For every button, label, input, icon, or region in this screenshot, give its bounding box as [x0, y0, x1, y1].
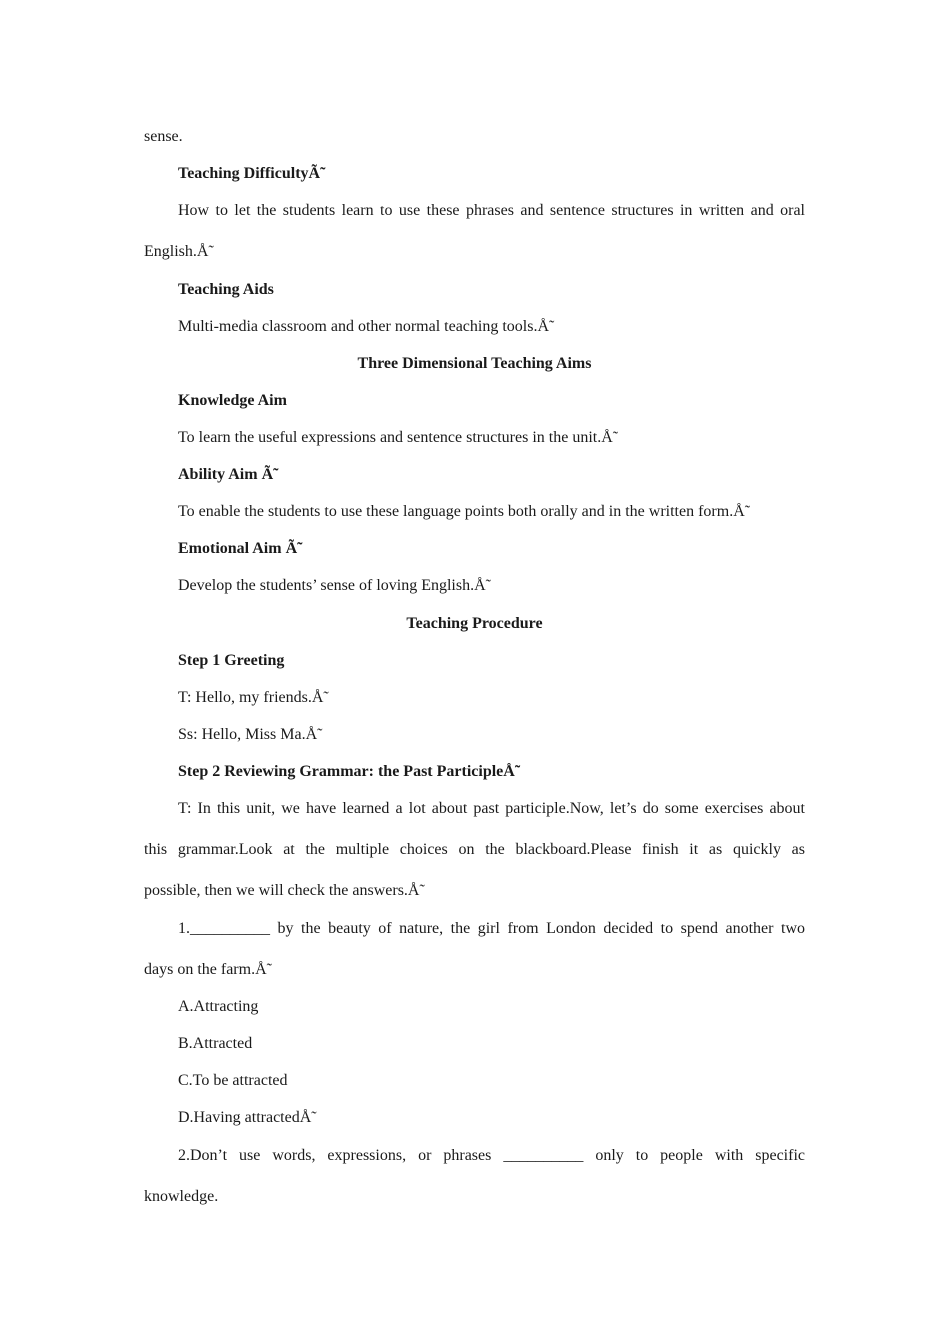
- text-line: To learn the useful expressions and sentence structures in the unit.Å̃: [178, 429, 613, 446]
- option-b: B.Attracted: [178, 1035, 253, 1052]
- section-title-teaching-aims: Three Dimensional Teaching Aims: [357, 355, 592, 372]
- dialogue-line: T: Hello, my friends.Å̃: [178, 689, 324, 706]
- text-line: knowledge.: [144, 1188, 219, 1205]
- section-heading-step-1: Step 1 Greeting: [178, 652, 285, 669]
- text-line: Multi-media classroom and other normal teaching tools.Å̃: [178, 318, 550, 335]
- section-heading-teaching-difficulty: Teaching DifficultyÃ̃: [178, 165, 321, 182]
- text-line: How to let the students learn to use these phrases and sentence structures in written and oral: [178, 202, 805, 219]
- question-1: 1.__________ by the beauty of nature, the girl from London decided to spend another two: [178, 920, 805, 937]
- section-heading-teaching-aids: Teaching Aids: [178, 281, 274, 298]
- section-heading-ability-aim: Ability Aim Ã̃: [178, 466, 274, 483]
- text-line: To enable the students to use these language points both orally and in the written form.Å̃: [178, 503, 745, 520]
- question-2: 2.Don’t use words, expressions, or phrases __________ only to people with specific: [178, 1147, 805, 1164]
- text-line: this grammar.Look at the multiple choices on the blackboard.Please finish it as quickly as: [144, 841, 805, 858]
- dialogue-line: Ss: Hello, Miss Ma.Å̃: [178, 726, 318, 743]
- text-line: T: In this unit, we have learned a lot about past participle.Now, let’s do some exercises about: [178, 800, 805, 817]
- text-line: sense.: [144, 128, 183, 145]
- section-heading-step-2: Step 2 Reviewing Grammar: the Past ParticipleÅ̃: [178, 763, 515, 780]
- text-line: English.Å̃: [144, 243, 209, 260]
- option-d: D.Having attractedÅ̃: [178, 1109, 312, 1126]
- text-line: Develop the students’ sense of loving English.Å̃: [178, 577, 486, 594]
- section-heading-knowledge-aim: Knowledge Aim: [178, 392, 287, 409]
- section-title-teaching-procedure: Teaching Procedure: [406, 615, 543, 632]
- text-line: possible, then we will check the answers.Å̃: [144, 882, 420, 899]
- option-a: A.Attracting: [178, 998, 259, 1015]
- option-c: C.To be attracted: [178, 1072, 288, 1089]
- text-line: days on the farm.Å̃: [144, 961, 267, 978]
- section-heading-emotional-aim: Emotional Aim Ã̃: [178, 540, 298, 557]
